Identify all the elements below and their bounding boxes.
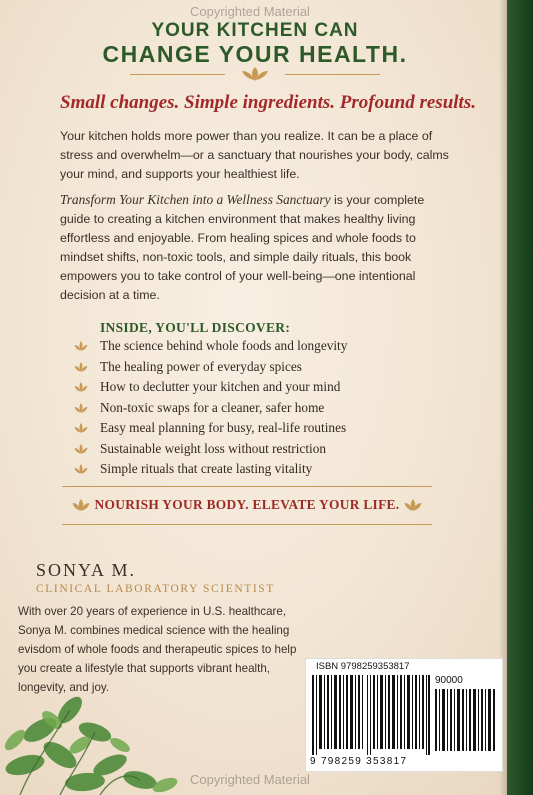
list-item	[74, 459, 347, 480]
book-title-italic: Transform Your Kitchen into a Wellness Sanctuary	[60, 192, 331, 207]
ornament-rule-right	[285, 74, 380, 75]
list-item-text: Sustainable weight loss without restriction	[100, 440, 327, 456]
motto-rule-bottom	[62, 524, 432, 525]
list-item-text: Non-toxic swaps for a cleaner, safer home	[100, 399, 325, 415]
list-item	[74, 336, 347, 357]
list-item-text: Simple rituals that create lasting vitality	[100, 461, 313, 477]
leaf-bullet-icon	[74, 340, 88, 352]
headline-line-1: YOUR KITCHEN CAN	[151, 20, 359, 41]
leaf-bullet-icon	[74, 463, 88, 475]
barcode-digits: 9 798259 353817	[310, 756, 408, 767]
leaf-ornament-icon	[237, 66, 273, 82]
motto-banner	[62, 486, 432, 526]
headline-line-2: CHANGE YOUR HEALTH.	[102, 41, 408, 67]
watermark-bottom: Copyrighted Material	[190, 772, 310, 787]
isbn-label: ISBN 9798259353817	[316, 661, 410, 672]
leaf-bullet-icon	[74, 422, 88, 434]
description-paragraph	[60, 190, 455, 305]
tagline: Small changes. Simple ingredients. Profound results.	[60, 92, 476, 113]
price-barcode-graphic	[435, 689, 495, 751]
barcode-graphic	[312, 675, 430, 755]
list-item-text: The healing power of everyday spices	[100, 358, 302, 374]
ornament-rule-left	[130, 74, 225, 75]
discover-heading: INSIDE, YOU'LL DISCOVER:	[100, 320, 291, 335]
isbn-barcode-box	[305, 658, 503, 772]
watermark-top: Copyrighted Material	[190, 4, 310, 19]
list-item-text: The science behind whole foods and longevity	[100, 338, 348, 354]
author-name: SONYA M.	[36, 560, 137, 580]
list-item	[74, 377, 347, 398]
leaf-ornament-right-icon	[404, 498, 422, 512]
author-bio: With over 20 years of experience in U.S. healthcare, Sonya M. combines medical science with the healing evisdom of whole foods and therapeutic spices to help you create a lifestyle that supports vibrant health, longevity, and joy.	[18, 605, 297, 694]
list-item	[74, 418, 347, 439]
book-spine	[507, 0, 533, 795]
leaf-bullet-icon	[74, 361, 88, 373]
price-code-label: 90000	[435, 675, 463, 686]
list-item-text: Easy meal planning for busy, real-life routines	[100, 420, 347, 436]
description-text: is your complete guide to creating a kitchen environment that makes healthy living effortless and enjoyable. From healing spices and whole foods to mindset shifts, non-toxic tools, and simple daily rituals, this book empowers you to take control of your well-being—one intentional decision at a time.	[60, 193, 425, 302]
list-item	[74, 439, 347, 460]
leaf-bullet-icon	[74, 443, 88, 455]
header-ornament	[130, 66, 380, 82]
discover-list	[74, 336, 347, 480]
motto-rule-top	[62, 486, 432, 487]
leaf-bullet-icon	[74, 402, 88, 414]
intro-paragraph: Your kitchen holds more power than you realize. It can be a place of stress and overwhelm—or a sanctuary that nourishes your body, calms your mind, and supports your healthiest life.	[60, 129, 449, 181]
author-role: CLINICAL LABORATORY SCIENTIST	[36, 583, 275, 595]
motto-text: NOURISH YOUR BODY. ELEVATE YOUR LIFE.	[94, 497, 400, 512]
list-item	[74, 357, 347, 378]
list-item-text: How to declutter your kitchen and your mind	[100, 379, 341, 395]
leaf-bullet-icon	[74, 381, 88, 393]
list-item	[74, 398, 347, 419]
herb-plant-illustration	[0, 670, 210, 795]
